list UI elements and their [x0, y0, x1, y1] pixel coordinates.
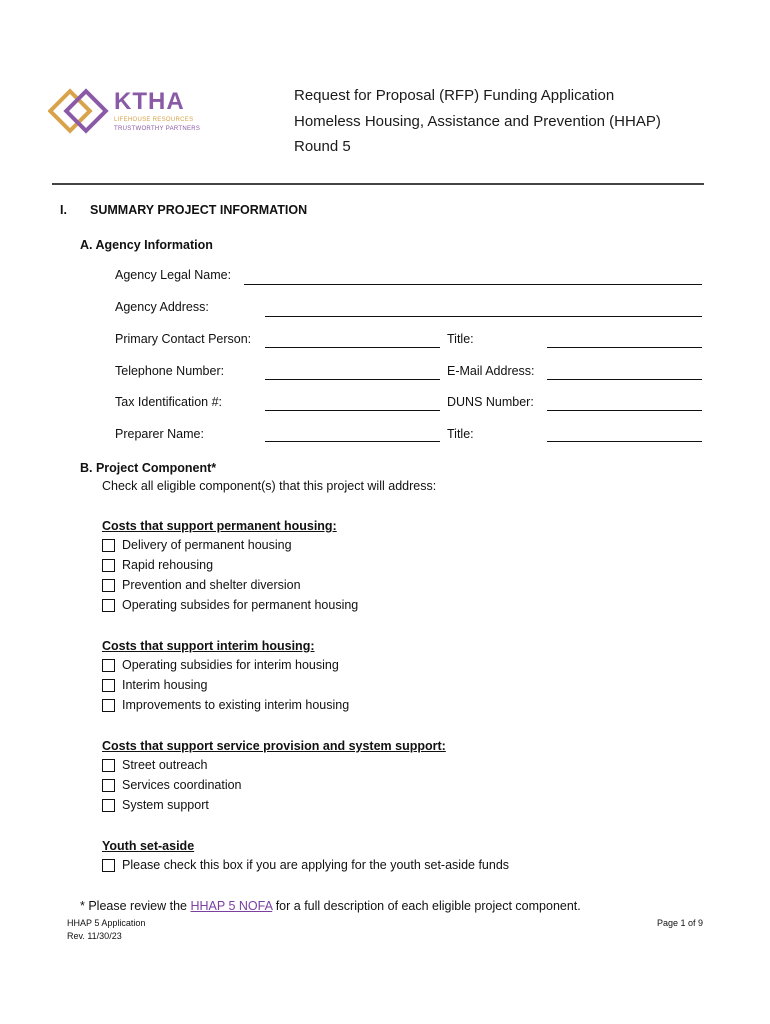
checkbox-operating-subsidies-interim[interactable] [102, 659, 115, 672]
checkbox-improvements-interim[interactable] [102, 699, 115, 712]
email-field[interactable] [547, 379, 702, 380]
option-label: Operating subsides for permanent housing [122, 598, 359, 612]
primary-contact-field[interactable] [265, 347, 440, 348]
contact-title-field[interactable] [547, 347, 702, 348]
group-interim-housing-title: Costs that support interim housing: [102, 639, 315, 653]
preparer-title-label: Title: [447, 427, 474, 441]
header-divider [52, 183, 704, 185]
project-component-instruction: Check all eligible component(s) that this project will address: [102, 479, 437, 493]
checkbox-youth-set-aside[interactable] [102, 859, 115, 872]
agency-heading: A. Agency Information [80, 238, 213, 252]
note-prefix: * Please review the [80, 899, 191, 913]
checkbox-rapid-rehousing[interactable] [102, 559, 115, 572]
agency-legal-name-label: Agency Legal Name: [115, 268, 232, 282]
group-permanent-housing-title: Costs that support permanent housing: [102, 519, 337, 533]
agency-address-field[interactable] [265, 316, 702, 317]
agency-legal-name-field[interactable] [244, 284, 702, 285]
checkbox-prevention-shelter-diversion[interactable] [102, 579, 115, 592]
doc-title-line-1: Request for Proposal (RFP) Funding Application [294, 87, 615, 104]
note-suffix: for a full description of each eligible project component. [272, 899, 581, 913]
tax-id-field[interactable] [265, 410, 440, 411]
option-label: Rapid rehousing [122, 558, 214, 572]
doc-title-line-3: Round 5 [294, 138, 351, 155]
tax-id-label: Tax Identification #: [115, 395, 223, 409]
preparer-name-label: Preparer Name: [115, 427, 204, 441]
project-component-heading: B. Project Component* [80, 461, 217, 475]
logo-mark-icon [50, 91, 106, 131]
checkbox-interim-housing[interactable] [102, 679, 115, 692]
checkbox-services-coordination[interactable] [102, 779, 115, 792]
option-label: Street outreach [122, 758, 208, 772]
checkbox-delivery-permanent-housing[interactable] [102, 539, 115, 552]
group-youth-set-aside-title: Youth set-aside [102, 839, 195, 853]
preparer-title-field[interactable] [547, 441, 702, 442]
option-label: Services coordination [122, 778, 242, 792]
hhap-nofa-link[interactable]: HHAP 5 NOFA [190, 899, 273, 913]
email-label: E-Mail Address: [447, 364, 535, 378]
checkbox-operating-subsides-permanent[interactable] [102, 599, 115, 612]
footer-doc-name: HHAP 5 Application [67, 918, 146, 928]
duns-label: DUNS Number: [447, 395, 534, 409]
agency-address-label: Agency Address: [115, 300, 209, 314]
telephone-field[interactable] [265, 379, 440, 380]
option-label: System support [122, 798, 209, 812]
checkbox-system-support[interactable] [102, 799, 115, 812]
logo-tagline-2: TRUSTWORTHY PARTNERS [114, 126, 201, 132]
review-note [80, 899, 581, 913]
footer-page-number: Page 1 of 9 [657, 918, 704, 928]
section-title: SUMMARY PROJECT INFORMATION [90, 203, 308, 217]
option-label: Improvements to existing interim housing [122, 698, 350, 712]
contact-title-label: Title: [447, 332, 474, 346]
telephone-label: Telephone Number: [115, 364, 225, 378]
primary-contact-label: Primary Contact Person: [115, 332, 252, 346]
option-label: Interim housing [122, 678, 208, 692]
logo-tagline-1: LIFEHOUSE RESOURCES [114, 117, 194, 123]
preparer-name-field[interactable] [265, 441, 440, 442]
section-numeral: I. [60, 203, 67, 217]
checkbox-street-outreach[interactable] [102, 759, 115, 772]
option-label: Operating subsidies for interim housing [122, 658, 339, 672]
option-label: Prevention and shelter diversion [122, 578, 301, 592]
logo-name: KTHA [114, 88, 185, 115]
option-label: Delivery of permanent housing [122, 538, 292, 552]
duns-field[interactable] [547, 410, 702, 411]
group-service-provision-title: Costs that support service provision and system support: [102, 739, 446, 753]
footer-revision: Rev. 11/30/23 [67, 931, 122, 941]
option-label: Please check this box if you are applying for the youth set-aside funds [122, 858, 510, 872]
doc-title-line-2: Homeless Housing, Assistance and Prevention (HHAP) [294, 113, 661, 130]
